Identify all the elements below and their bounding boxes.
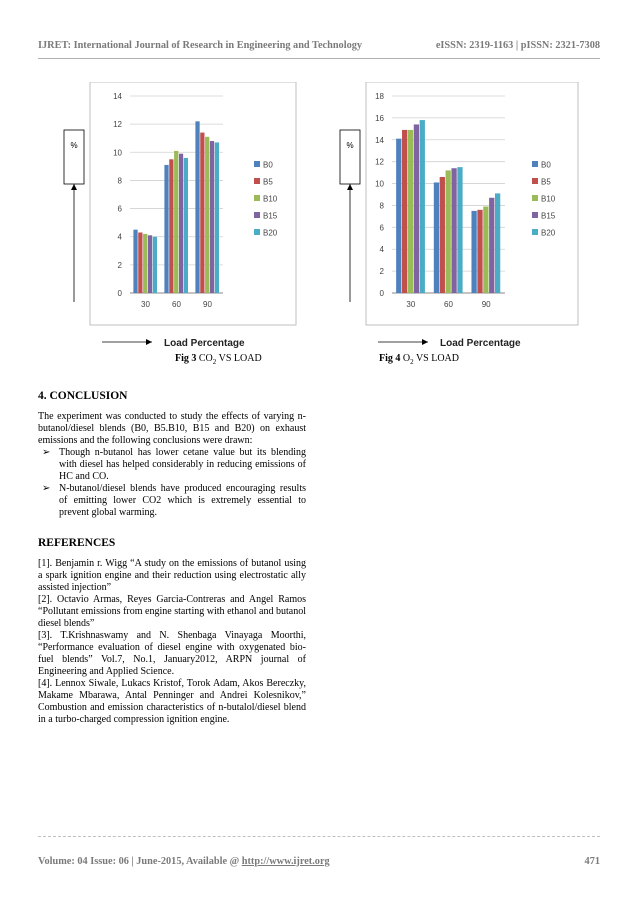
bar-b10-90 (483, 207, 488, 293)
y-tick-label: 6 (379, 223, 384, 233)
fig4-caption-prefix: Fig 4 (379, 353, 401, 364)
y-tick-label: 4 (379, 245, 384, 255)
legend-swatch-b5 (254, 178, 260, 184)
bar-b20-30 (420, 120, 425, 293)
y-tick-label: 18 (375, 92, 384, 101)
conclusion-heading: 4. CONCLUSION (38, 390, 128, 402)
fig3-caption-text: CO (198, 353, 213, 364)
y-tick-label: 16 (375, 113, 384, 123)
bar-b10-60 (446, 170, 451, 293)
legend-label-b5: B5 (541, 177, 551, 187)
arrow-bullet-icon: ➢ (42, 483, 51, 494)
bar-b5-60 (440, 177, 445, 293)
reference-item: [1]. Benjamin r. Wigg “A study on the emissions of butanol using a spark ignition engine and their reduction using electrostatic ally assisted injection” (38, 558, 306, 593)
references-heading: REFERENCES (38, 537, 116, 549)
bar-b5-90 (477, 210, 482, 293)
fig4-chart-svg (330, 82, 585, 357)
y-tick-label: 14 (375, 135, 384, 145)
legend-swatch-b0 (532, 161, 538, 167)
fig4-caption-text: O (402, 353, 411, 364)
conclusion-bullet (38, 483, 306, 519)
bar-b5-90 (200, 133, 204, 293)
bar-b20-60 (184, 158, 188, 293)
bar-b0-60 (434, 182, 439, 293)
fig3-caption-prefix: Fig 3 (175, 353, 197, 364)
reference-item: [2]. Octavio Armas, Reyes Garcia-Contreras and Angel Ramos “Pollutant emissions from engine starting with ethanol and butanol diesel blends” (38, 594, 306, 629)
y-tick-label: 14 (113, 92, 122, 101)
bar-b20-90 (215, 142, 219, 293)
fig3-co2-chart (58, 82, 308, 357)
page-header (38, 40, 600, 51)
y-arrow-head-icon (347, 184, 353, 190)
bar-b5-30 (138, 232, 142, 293)
bar-b15-30 (148, 235, 152, 293)
bar-b0-30 (133, 230, 137, 293)
legend-label-b5: B5 (263, 177, 273, 187)
bar-b10-60 (174, 151, 178, 293)
fig4-caption-sub: 2 (410, 358, 414, 366)
y-tick-label: 12 (375, 157, 384, 167)
y-tick-label: 4 (117, 232, 122, 242)
percent-box (340, 130, 360, 184)
legend-label-b20: B20 (541, 228, 556, 238)
page-number: 471 (584, 856, 600, 867)
legend-label-b15: B15 (541, 211, 556, 221)
y-tick-label: 8 (379, 201, 384, 211)
y-tick-label: 0 (379, 289, 384, 298)
issn-info: eISSN: 2319-1163 | pISSN: 2321-7308 (435, 40, 600, 51)
bar-b0-30 (396, 139, 401, 293)
fig3-caption-suffix: VS LOAD (216, 353, 262, 364)
bar-b20-60 (457, 167, 462, 293)
footer-volume-text: Volume: 04 Issue: 06 | June-2015, Available @ (38, 856, 242, 867)
x-tick-label: 90 (203, 300, 212, 309)
bar-b0-90 (471, 211, 476, 293)
conclusion-bullet-text: Though n-butanol has lower cetane value but its blending with diesel has helped considerably in reducing emissions of HC and CO. (59, 447, 306, 482)
y-tick-label: 0 (117, 289, 122, 298)
bar-b15-60 (451, 168, 456, 293)
y-tick-label: 8 (117, 176, 122, 186)
bar-b0-60 (164, 165, 168, 293)
conclusion-intro: The experiment was conducted to study the effects of varying n-butanol/diesel blends (B0, B5.B10, B15 and B20) on exhaust emissions and the following conclusions were drawn: (38, 411, 306, 446)
legend-swatch-b10 (532, 195, 538, 201)
legend-swatch-b15 (254, 212, 260, 218)
journal-title: IJRET: International Journal of Research in Engineering and Technology (38, 40, 363, 51)
bar-b5-30 (402, 130, 407, 293)
fig3-chart-svg (58, 82, 308, 357)
y-tick-label: 10 (113, 148, 122, 158)
y-arrow-head-icon (71, 184, 77, 190)
y-axis-label: % (70, 141, 78, 150)
bar-b15-60 (179, 154, 183, 293)
bar-b0-90 (195, 121, 199, 293)
legend-label-b10: B10 (541, 194, 556, 204)
conclusion-bullets (38, 447, 306, 519)
footer-rule (38, 836, 600, 837)
legend-swatch-b0 (254, 161, 260, 167)
legend-swatch-b15 (532, 212, 538, 218)
x-arrow-head-icon (422, 339, 428, 345)
y-tick-label: 2 (117, 260, 122, 270)
legend-label-b0: B0 (541, 160, 551, 170)
y-tick-label: 2 (379, 267, 384, 277)
x-tick-label: 90 (481, 300, 491, 309)
fig4-caption (379, 353, 459, 366)
bar-b20-90 (495, 193, 500, 293)
percent-box (64, 130, 84, 184)
reference-item: [3]. T.Krishnaswamy and N. Shenbaga Vinayaga Moorthi, “Performance evaluation of diesel engine with oxygenated bio-fuel blends” Vol.7, No.1, January2012, ARPN journal of Engineering and Applied Science. (38, 630, 306, 677)
fig3-caption (175, 353, 262, 366)
x-tick-label: 60 (172, 300, 181, 309)
bar-b15-90 (489, 198, 494, 293)
bar-b15-30 (414, 124, 419, 293)
y-tick-label: 10 (375, 179, 384, 189)
arrow-bullet-icon: ➢ (42, 447, 51, 458)
fig3-caption-sub: 2 (212, 358, 217, 366)
y-axis-label: % (346, 141, 354, 150)
fig4-o2-chart (330, 82, 585, 357)
legend-label-b0: B0 (263, 160, 273, 170)
conclusion-bullet-text: N-butanol/diesel blends have produced encouraging results of emitting lower CO2 which is extremely essential to prevent global warming. (59, 483, 306, 518)
conclusion-bullet (38, 447, 306, 483)
bar-b10-30 (408, 130, 413, 293)
page-footer (38, 856, 600, 867)
x-axis-label: Load Percentage (440, 338, 521, 349)
legend-swatch-b20 (532, 229, 538, 235)
legend-swatch-b5 (532, 178, 538, 184)
x-tick-label: 30 (141, 300, 150, 309)
legend-label-b20: B20 (263, 228, 278, 238)
bar-b10-30 (143, 234, 147, 293)
bar-b20-30 (153, 237, 157, 293)
y-tick-label: 12 (113, 120, 122, 130)
references-list (38, 558, 306, 726)
left-column (38, 390, 306, 726)
reference-item: [4]. Lennox Siwale, Lukacs Kristof, Torok Adam, Akos Bereczky, Makame Mbarawa, Antal Penninger and Andrei Kolesnikov,” Combustion and emission characteristics of n-butalol/diesel blend in a turbo-charged compression ignition engine. (38, 678, 306, 725)
legend-swatch-b20 (254, 229, 260, 235)
x-axis-label: Load Percentage (164, 338, 245, 349)
bar-b10-90 (205, 137, 209, 293)
header-rule (38, 58, 600, 59)
x-tick-label: 60 (444, 300, 453, 309)
legend-label-b15: B15 (263, 211, 278, 221)
x-arrow-head-icon (146, 339, 152, 345)
footer-volume (38, 856, 330, 867)
legend-label-b10: B10 (263, 194, 278, 204)
journal-link[interactable]: http://www.ijret.org (241, 856, 330, 867)
legend-swatch-b10 (254, 195, 260, 201)
bar-b5-60 (169, 159, 173, 293)
x-tick-label: 30 (406, 300, 416, 309)
y-tick-label: 6 (117, 204, 122, 214)
bar-b15-90 (210, 141, 214, 293)
fig4-caption-suffix: VS LOAD (413, 353, 460, 364)
